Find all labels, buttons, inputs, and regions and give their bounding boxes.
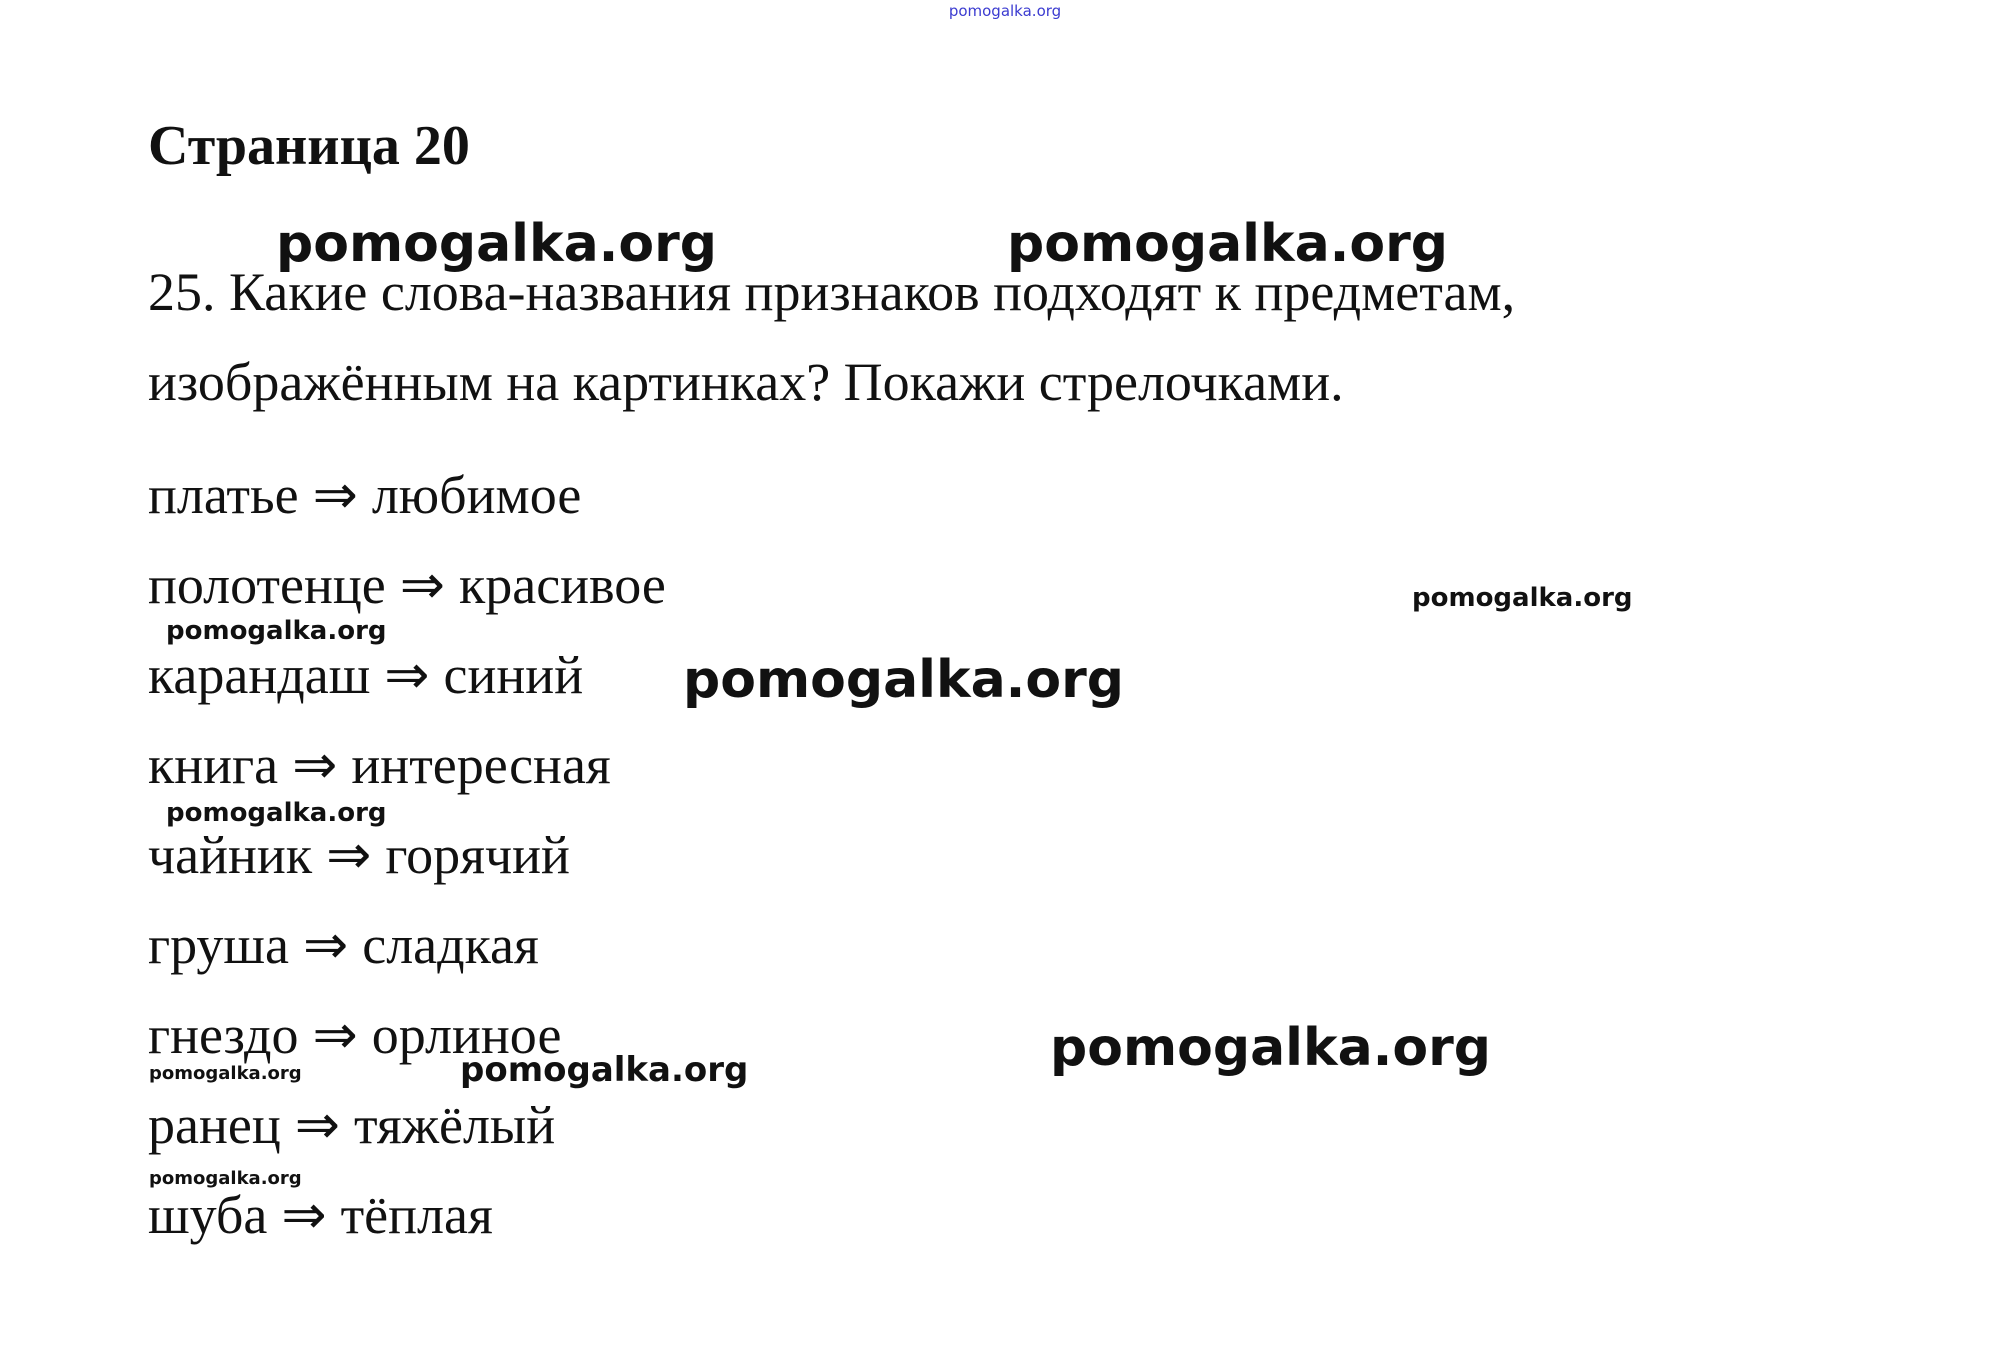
- noun: ранец: [148, 1095, 281, 1155]
- word-pair: [148, 645, 666, 738]
- watermark: pomogalka.org: [1007, 214, 1449, 274]
- adjective: орлиное: [371, 1005, 562, 1065]
- noun: шуба: [148, 1185, 268, 1245]
- adjective: тяжёлый: [353, 1095, 556, 1155]
- arrow-icon: ⇒: [312, 1005, 358, 1065]
- adjective: тёплая: [340, 1185, 493, 1245]
- word-pair: [148, 1185, 666, 1278]
- page-title: Страница 20: [148, 115, 470, 177]
- adjective: синий: [443, 645, 584, 705]
- task-text-line-2: изображённым на картинках? Покажи стрелочками.: [148, 352, 1344, 412]
- watermark: pomogalka.org: [149, 1168, 302, 1189]
- task-text-line-1: 25. Какие слова-названия признаков подходят к предметам,: [148, 262, 1516, 322]
- adjective: интересная: [351, 735, 611, 795]
- arrow-icon: ⇒: [281, 1185, 327, 1245]
- arrow-icon: ⇒: [399, 555, 446, 615]
- watermark: pomogalka.org: [166, 616, 387, 646]
- noun: карандаш: [148, 645, 371, 705]
- arrow-icon: ⇒: [292, 735, 338, 795]
- adjective: любимое: [371, 465, 582, 525]
- noun: книга: [148, 735, 279, 795]
- arrow-icon: ⇒: [384, 645, 430, 705]
- watermark: pomogalka.org: [460, 1050, 749, 1090]
- watermark: pomogalka.org: [1050, 1018, 1492, 1078]
- adjective: горячий: [385, 825, 570, 885]
- watermark: pomogalka.org: [166, 798, 387, 828]
- adjective: сладкая: [362, 915, 539, 975]
- site-link[interactable]: pomogalka.org: [948, 2, 1062, 20]
- watermark: pomogalka.org: [683, 650, 1125, 710]
- arrow-icon: ⇒: [294, 1095, 340, 1155]
- word-pair: [148, 465, 666, 558]
- noun: полотенце: [148, 555, 386, 615]
- watermark: pomogalka.org: [149, 1063, 302, 1084]
- noun: груша: [148, 915, 289, 975]
- noun: платье: [148, 465, 299, 525]
- noun: гнездо: [148, 1005, 299, 1065]
- noun: чайник: [148, 825, 313, 885]
- arrow-icon: ⇒: [303, 915, 349, 975]
- adjective: красивое: [459, 555, 666, 615]
- watermark: pomogalka.org: [276, 214, 718, 274]
- arrow-icon: ⇒: [326, 825, 372, 885]
- word-pair: [148, 825, 666, 918]
- arrow-icon: ⇒: [312, 465, 358, 525]
- watermark: pomogalka.org: [1412, 583, 1633, 613]
- word-pairs-list: [148, 465, 666, 1278]
- word-pair: [148, 915, 666, 1008]
